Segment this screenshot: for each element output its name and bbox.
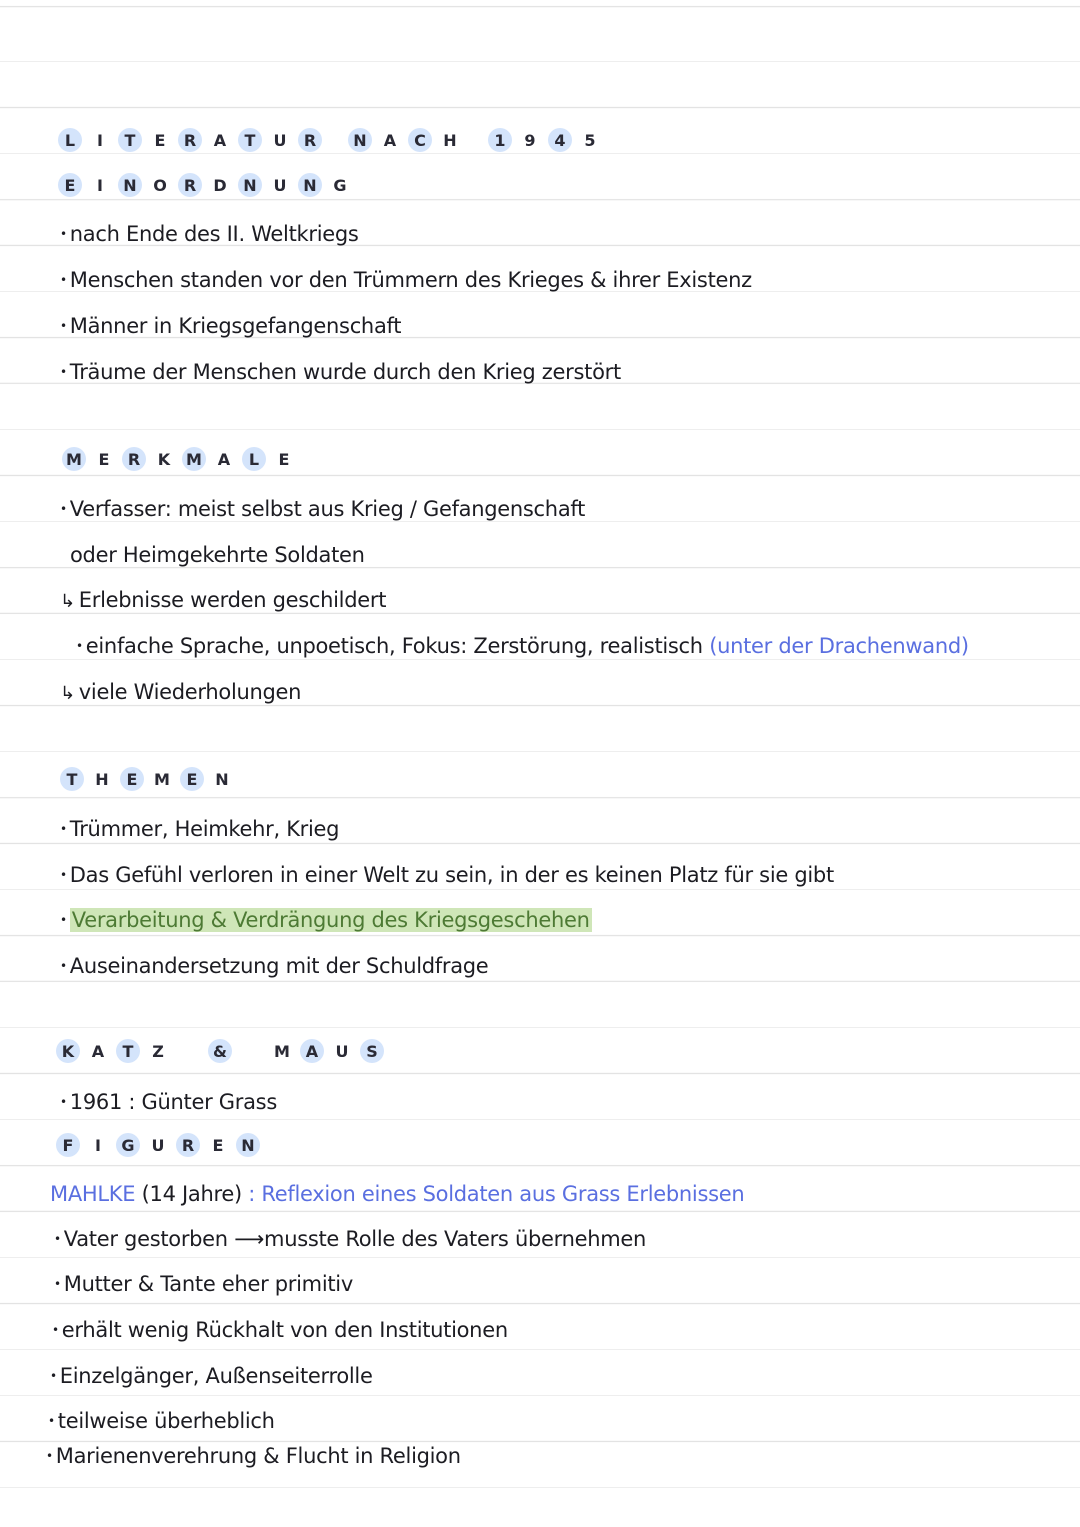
- heading-letter: A: [91, 1041, 105, 1061]
- page-title: [58, 128, 602, 152]
- heading-letter: U: [273, 130, 287, 150]
- heading-letter: R: [176, 1133, 200, 1157]
- heading-letter: F: [56, 1133, 80, 1157]
- heading-letter: E: [180, 767, 204, 791]
- heading-letter: D: [213, 175, 227, 195]
- heading-letter: L: [58, 128, 82, 152]
- heading-letter: Z: [152, 1041, 164, 1061]
- heading-letter: K: [157, 449, 171, 469]
- heading-letter: U: [335, 1041, 349, 1061]
- heading-letter: E: [120, 767, 144, 791]
- heading-letter: G: [116, 1133, 140, 1157]
- heading-letter: 9: [524, 130, 536, 150]
- themen-line: • Auseinandersetzung mit der Schuldfrage: [60, 954, 489, 978]
- heading-letter: M: [182, 447, 206, 471]
- heading-letter: A: [300, 1039, 324, 1063]
- mahlke-line: MAHLKE (14 Jahre) : Reflexion eines Soldaten aus Grass Erlebnissen: [50, 1182, 745, 1206]
- right-arrow-icon: ⟶: [234, 1227, 265, 1251]
- heading-letter: N: [118, 173, 142, 197]
- heading-letter: E: [98, 449, 110, 469]
- figuren-line: • Marienenverehrung & Flucht in Religion: [46, 1444, 461, 1468]
- heading-letter: C: [408, 128, 432, 152]
- heading-letter: I: [97, 175, 103, 195]
- einordnung-line: • Männer in Kriegsgefangenschaft: [60, 314, 402, 338]
- heading-letter: I: [97, 130, 103, 150]
- heading-letter: E: [58, 173, 82, 197]
- heading-letter: M: [62, 447, 86, 471]
- heading-letter: T: [60, 767, 84, 791]
- heading-letter: M: [274, 1041, 290, 1061]
- heading-letter: E: [278, 449, 290, 469]
- themen-line: • Das Gefühl verloren in einer Welt zu sein, in der es keinen Platz für sie gibt: [60, 863, 834, 887]
- heading-gap: [176, 1039, 202, 1063]
- heading-letter: R: [298, 128, 322, 152]
- heading-letter: A: [213, 130, 227, 150]
- heading-letter: R: [178, 173, 202, 197]
- heading-letter: H: [95, 769, 109, 789]
- figuren-line: • Mutter & Tante eher primitiv: [54, 1272, 353, 1296]
- heading-letter: M: [154, 769, 170, 789]
- heading-letter: 4: [548, 128, 572, 152]
- heading-letter: A: [217, 449, 231, 469]
- heading-letter: N: [348, 128, 372, 152]
- merkmale-line: ↳ Erlebnisse werden geschildert: [60, 586, 386, 616]
- heading-letter: N: [298, 173, 322, 197]
- heading-merkmale: [62, 447, 296, 471]
- heading-letter: U: [151, 1135, 165, 1155]
- heading-letter: 1: [488, 128, 512, 152]
- heading-letter: R: [122, 447, 146, 471]
- heading-letter: K: [56, 1039, 80, 1063]
- heading-letter: L: [242, 447, 266, 471]
- figuren-line: • Einzelgänger, Außenseiterrolle: [50, 1364, 373, 1388]
- heading-letter: I: [95, 1135, 101, 1155]
- figuren-line: • Vater gestorben ⟶musste Rolle des Vaters übernehmen: [54, 1227, 646, 1251]
- merkmale-line: • einfache Sprache, unpoetisch, Fokus: Zerstörung, realistisch (unter der Drachenwand): [76, 634, 969, 658]
- merkmale-note: (unter der Drachenwand): [709, 634, 969, 658]
- heading-letter: N: [215, 769, 229, 789]
- heading-letter: A: [383, 130, 397, 150]
- highlighted-text: Verarbeitung & Verdrängung des Kriegsgeschehen: [71, 908, 590, 932]
- heading-katz-und-maus: [56, 1039, 384, 1063]
- heading-letter: N: [236, 1133, 260, 1157]
- heading-letter: &: [208, 1039, 232, 1063]
- heading-letter: H: [443, 130, 457, 150]
- katz-line: • 1961 : Günter Grass: [60, 1090, 277, 1114]
- merkmale-line: ↳ viele Wiederholungen: [60, 678, 301, 708]
- heading-figuren: [56, 1133, 260, 1157]
- heading-letter: N: [238, 173, 262, 197]
- heading-einordnung: [58, 173, 352, 197]
- heading-letter: T: [118, 128, 142, 152]
- einordnung-line: • nach Ende des II. Weltkriegs: [60, 222, 359, 246]
- figuren-line: • teilweise überheblich: [48, 1409, 275, 1433]
- heading-letter: E: [212, 1135, 224, 1155]
- return-arrow-icon: ↳: [60, 683, 75, 704]
- einordnung-line: • Menschen standen vor den Trümmern des Krieges & ihrer Existenz: [60, 268, 752, 292]
- heading-letter: T: [116, 1039, 140, 1063]
- heading-letter: G: [333, 175, 347, 195]
- return-arrow-icon: ↳: [60, 591, 75, 612]
- heading-letter: E: [154, 130, 166, 150]
- heading-letter: U: [273, 175, 287, 195]
- heading-letter: R: [178, 128, 202, 152]
- merkmale-line: • Verfasser: meist selbst aus Krieg / Gefangenschaft: [60, 497, 586, 521]
- themen-line: • Verarbeitung & Verdrängung des Kriegsgeschehen: [60, 908, 590, 932]
- merkmale-line: oder Heimgekehrte Soldaten: [70, 543, 365, 567]
- heading-letter: O: [153, 175, 167, 195]
- figuren-line: • erhält wenig Rückhalt von den Institutionen: [52, 1318, 508, 1342]
- heading-letter: 5: [584, 130, 596, 150]
- heading-letter: T: [238, 128, 262, 152]
- heading-themen: [60, 767, 234, 791]
- heading-gap: [238, 1039, 264, 1063]
- themen-line: • Trümmer, Heimkehr, Krieg: [60, 817, 340, 841]
- heading-letter: S: [360, 1039, 384, 1063]
- einordnung-line: • Träume der Menschen wurde durch den Krieg zerstört: [60, 360, 621, 384]
